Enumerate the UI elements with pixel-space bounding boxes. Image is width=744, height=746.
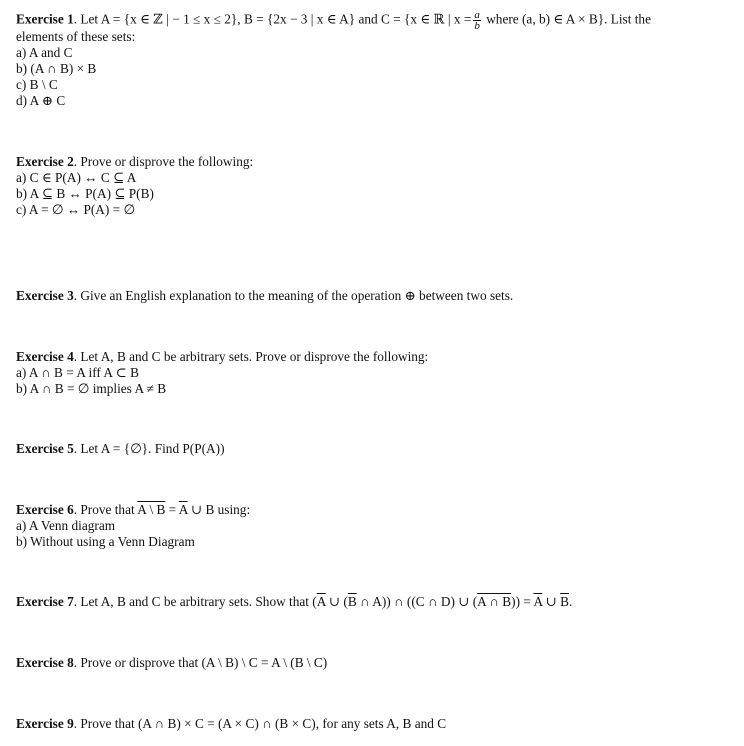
overlined-expr: $\overline{A}$ xyxy=(316,594,326,609)
exercise-text: ∪ xyxy=(542,594,561,609)
exercise-3 xyxy=(16,288,513,304)
exercise-item: c) A = ∅ ↔ P(A) = ∅ xyxy=(16,202,136,217)
exercise-text: . Let A = {x ∈ ℤ | − 1 ≤ x ≤ 2}, B = {2x − 3 | x ∈ A} and C = {x ∈ ℝ | x = xyxy=(73,11,472,27)
exercise-text: . Let A = {∅}. Find P(P(A)) xyxy=(73,441,225,456)
exercise-text: . Prove that xyxy=(73,502,138,517)
exercise-item: d) A ⊕ C xyxy=(16,93,66,108)
exercise-item: c) B \ C xyxy=(16,77,58,92)
exercise-item: a) C ∈ P(A) ↔ C ⊆ A xyxy=(16,170,137,185)
exercise-2 xyxy=(16,154,253,170)
exercise-text: . Prove or disprove that (A \ B) \ C = A \ (B \ C) xyxy=(73,655,328,670)
overlined-expr: $\overline{B}$ xyxy=(560,594,569,609)
exercise-text: . Let A, B and C be arbitrary sets. Show that ( xyxy=(73,594,317,609)
numerator: a xyxy=(474,9,480,21)
exercise-label: Exercise 4 xyxy=(16,349,74,364)
exercise-text: )) = xyxy=(511,594,534,609)
overlined-expr: A ∩ B xyxy=(477,594,512,609)
exercise-text: . Give an English explanation to the meaning of the operation ⊕ between two sets. xyxy=(73,288,514,303)
exercise-text: . Let A, B and C be arbitrary sets. Prove or disprove the following: xyxy=(73,349,429,364)
exercise-text: . Prove or disprove the following: xyxy=(73,154,254,169)
exercise-5 xyxy=(16,441,225,457)
exercise-label: Exercise 8 xyxy=(16,655,74,670)
exercise-item: b) A ⊆ B ↔ P(A) ⊆ P(B) xyxy=(16,186,154,201)
overlined-expr: $\overline{B}$ xyxy=(347,594,357,609)
exercise-label: Exercise 1 xyxy=(16,11,74,27)
exercise-label: Exercise 6 xyxy=(16,502,74,517)
exercise-text: ∪ ( xyxy=(325,594,348,609)
exercise-item: b) (A ∩ B) × B xyxy=(16,61,97,76)
exercise-text: elements of these sets: xyxy=(16,29,136,44)
overlined-expr: $\overline{A}$ xyxy=(533,594,543,609)
fraction xyxy=(473,10,481,31)
exercise-4 xyxy=(16,349,428,365)
exercise-label: Exercise 9 xyxy=(16,716,74,731)
exercise-text: ∩ A)) ∩ ((C ∩ D) ∪ ( xyxy=(356,594,478,609)
overlined-expr: A \ B xyxy=(137,502,166,517)
exercise-item: b) A ∩ B = ∅ implies A ≠ B xyxy=(16,381,167,396)
exercise-item: a) A ∩ B = A iff A ⊂ B xyxy=(16,365,139,380)
exercise-text: = xyxy=(165,502,179,517)
exercise-8 xyxy=(16,655,327,671)
overlined-expr: $\overline{A}$ xyxy=(178,502,188,517)
exercise-text: where (a, b) ∈ A × B}. List the xyxy=(486,11,651,27)
exercise-6 xyxy=(16,502,250,518)
exercise-item: a) A Venn diagram xyxy=(16,518,116,533)
exercise-item: a) A and C xyxy=(16,45,73,60)
exercise-label: Exercise 2 xyxy=(16,154,74,169)
exercise-text: . Prove that (A ∩ B) × C = (A × C) ∩ (B × C), for any sets A, B and C xyxy=(73,716,447,731)
exercise-item: b) Without using a Venn Diagram xyxy=(16,534,195,549)
exercise-text: ∪ B using: xyxy=(187,502,251,517)
exercise-1 xyxy=(16,10,651,31)
exercise-text: . xyxy=(568,594,573,609)
denominator: b xyxy=(474,20,480,32)
exercise-label: Exercise 5 xyxy=(16,441,74,456)
exercise-label: Exercise 3 xyxy=(16,288,74,303)
exercise-7 xyxy=(16,594,572,610)
exercise-9 xyxy=(16,716,446,732)
exercise-label: Exercise 7 xyxy=(16,594,74,609)
